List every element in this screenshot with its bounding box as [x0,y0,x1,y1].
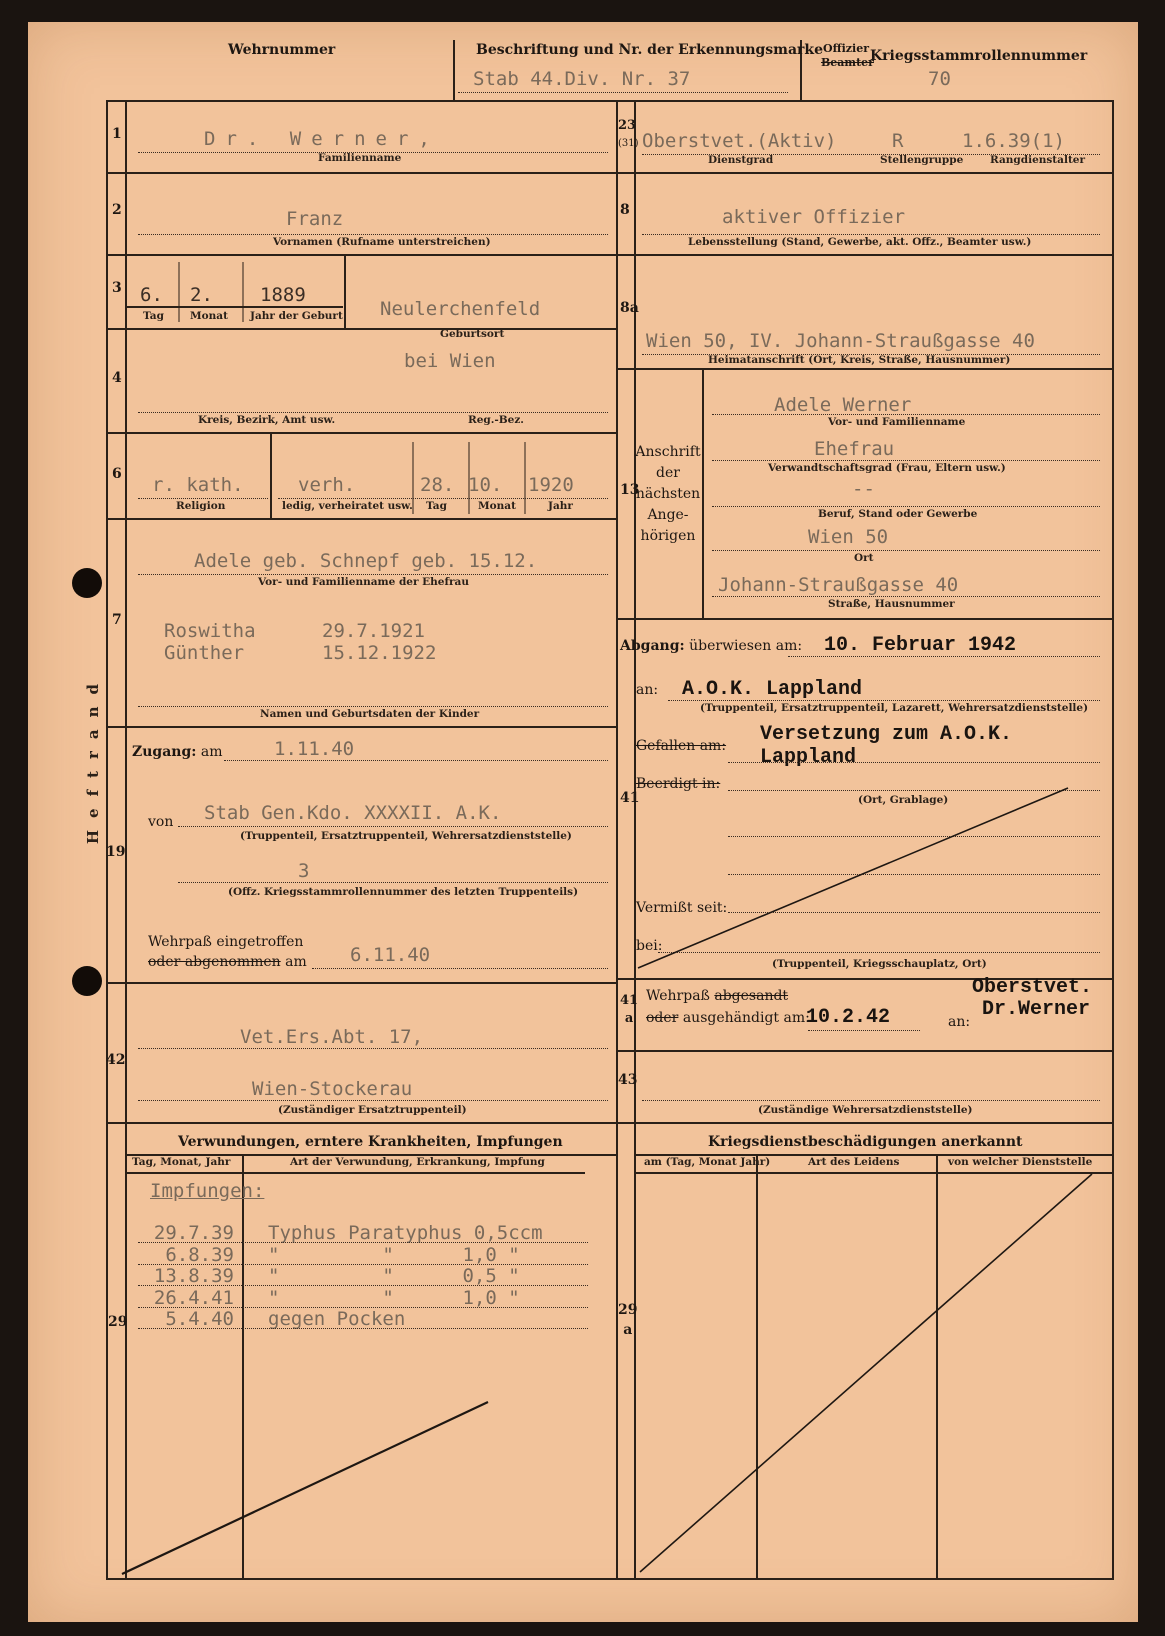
an-label: an: [636,682,659,698]
von-label: von [148,814,174,830]
verwandtschaft-label: Verwandtschaftsgrad (Frau, Eltern usw.) [768,462,1006,474]
kind-2-name: Günther [164,642,245,664]
kind-2-datum: 15.12.1922 [322,642,437,664]
dienstgrad-label: Dienstgrad [708,154,774,166]
col-art-label: Art der Verwundung, Erkrankung, Impfung [290,1156,545,1168]
header-wehrnummer-label: Wehrnummer [228,42,336,58]
heirat-tag-label: Tag [426,500,447,512]
header-erkennungsmarke-value: Stab 44.Div. Nr. 37 [473,68,691,90]
lebensstellung-label: Lebensstellung (Stand, Gewerbe, akt. Offz., Beamter usw.) [688,236,1032,248]
row-number-42: 42 [106,1052,126,1068]
header-ksr-label: Kriegsstammrollennummer [870,48,1088,64]
ehefrau-label: Vor- und Familienname der Ehefrau [258,576,469,588]
col-am-label: am (Tag, Monat Jahr) [644,1156,771,1168]
col-datum-label: Tag, Monat, Jahr [132,1156,231,1168]
religion-label: Religion [176,500,226,512]
ersatztruppenteil-line-2: Wien-Stockerau [252,1078,413,1100]
kind-1-name: Roswitha [164,620,256,642]
vermisst-label: Vermißt seit: [636,900,728,916]
an-sub-label: (Truppenteil, Ersatztruppenteil, Lazarett, Wehrersatzdienststelle) [700,702,1089,714]
wehrersatz-label: (Zuständige Wehrersatzdienststelle) [758,1104,973,1116]
wehrpass-abgesandt-label: Wehrpaß abgesandt [646,988,789,1004]
header-beamter-label: Beamter [821,56,874,69]
row-number-23: 23 [618,118,637,133]
lebensstellung-value: aktiver Offizier [722,206,906,228]
grablage-label: (Ort, Grablage) [858,794,949,806]
stellengruppe-value: R [892,130,904,152]
rangdienstalter-label: Rangdienstalter [990,154,1086,166]
ersatztruppenteil-line-1: Vet.Ers.Abt. 17, [240,1026,424,1048]
ort-value: Wien 50 [808,526,889,548]
gefallen-label: Gefallen am: [636,738,727,754]
row-number-1: 1 [112,126,122,142]
birth-month-value: 2. [190,284,213,306]
strasse-label: Straße, Hausnummer [828,598,955,610]
heirat-tag-value: 28. [420,474,455,496]
bei-label: bei: [636,938,663,954]
col-leiden-label: Art des Leidens [808,1156,900,1168]
wehrpass-eingetroffen-label: Wehrpaß eingetroffen [148,934,304,950]
row-number-13: 13 [620,482,640,498]
zugang-label: Zugang: am [132,744,223,760]
familienstand-label: ledig, verheiratet usw. [282,500,413,512]
familienstand-value: verh. [298,474,356,496]
impfung-datum: 5.4.40 [165,1308,234,1330]
impfung-datum: 29.7.39 [153,1222,234,1244]
row-number-41: 41 [620,790,640,806]
verwandtschaft-value: Ehefrau [814,438,895,460]
row-number-31: (31) [618,138,639,149]
ehefrau-value: Adele geb. Schnepf geb. 15.12. [194,550,538,572]
row-number-6: 6 [112,466,122,482]
religion-value: r. kath. [152,474,244,496]
angehoeriger-name-label: Vor- und Familienname [828,416,966,428]
row-number-7: 7 [112,612,122,628]
punch-hole-bottom [72,966,102,996]
row-number-43: 43 [618,1072,638,1088]
impfung-art: gegen Pocken [268,1308,406,1330]
abgenommen-label: oder abgenommen am [148,954,307,970]
an-41a-line-1: Oberstvet. [972,976,1093,999]
impfung-datum: 26.4.41 [153,1286,234,1309]
beerdigt-label: Beerdigt in: [636,776,721,792]
kriegsdienst-heading: Kriegsdienstbeschädigungen anerkannt [708,1134,1023,1150]
familienname-label: Familienname [318,152,402,164]
impfung-datum: 6.8.39 [165,1243,234,1266]
vornamen-value: Franz [286,208,344,230]
col-dienststelle-label: von welcher Dienststelle [948,1156,1093,1168]
ausgehaendigt-datum-value: 10.2.42 [806,1006,891,1029]
birth-year-label: Jahr der Geburt [250,310,343,322]
regbez-label: Reg.-Bez. [468,414,524,426]
birth-year-value: 1889 [260,284,306,306]
row-number-19: 19 [106,844,126,860]
row-number-29a: 29 a [618,1302,638,1338]
row-number-8a: 8a [620,300,639,316]
verwundungen-heading: Verwundungen, erntere Krankheiten, Impfungen [178,1134,563,1150]
rangdienstalter-value: 1.6.39(1) [962,130,1065,152]
versetzung-line-2: Lappland [760,746,857,769]
vornamen-label: Vornamen (Rufname unterstreichen) [273,236,491,248]
geburtsort-value: Neulerchenfeld [380,298,541,320]
an-value: A.O.K. Lappland [682,678,863,701]
header-erkennungsmarke-label: Beschriftung und Nr. der Erkennungsmarke [476,42,824,58]
kinder-label: Namen und Geburtsdaten der Kinder [260,708,480,720]
heftrand-label: Heftrand [84,672,102,845]
impfung-art: " " 1,0 " [268,1286,520,1309]
an-41a-label: an: [948,1014,971,1030]
row-number-41a: 41 a [620,993,639,1026]
beruf-label: Beruf, Stand oder Gewerbe [818,508,978,520]
wehrpass-datum-value: 6.11.40 [350,944,431,966]
kreis-value: bei Wien [404,350,496,372]
geburtsort-label: Geburtsort [440,328,505,340]
bei-sub-label: (Truppenteil, Kriegsschauplatz, Ort) [772,958,987,970]
ksr-letzter-value: 3 [298,860,310,882]
impfung-datum: 13.8.39 [153,1265,234,1287]
versetzung-line-1: Versetzung zum A.O.K. [760,723,1013,746]
birth-day-label: Tag [143,310,164,322]
ausgehaendigt-label: oder ausgehändigt am: [646,1010,810,1026]
header-ksr-value: 70 [928,68,951,90]
row-number-29: 29 [108,1314,128,1330]
ersatztruppenteil-label: (Zuständiger Ersatztruppenteil) [278,1104,467,1116]
familienname-value: Dr. Werner, [204,128,440,150]
diagonal-strike-lines [28,22,1138,1622]
impfungen-heading: Impfungen: [150,1180,265,1202]
heirat-monat-value: 10. [468,474,503,496]
beruf-value: -- [852,478,875,500]
strasse-value: Johann-Straußgasse 40 [718,574,959,596]
heirat-jahr-label: Jahr [548,500,573,512]
row-number-2: 2 [112,202,122,218]
row-number-4: 4 [112,370,122,386]
birth-day-value: 6. [140,284,163,306]
abgang-datum-value: 10. Februar 1942 [824,634,1017,657]
an-41a-line-2: Dr.Werner [982,998,1091,1021]
dienstgrad-value: Oberstvet.(Aktiv) [642,130,837,152]
punch-hole-top [72,568,102,598]
impfung-art: Typhus Paratyphus 0,5ccm [268,1222,543,1244]
stellengruppe-label: Stellengruppe [880,154,964,166]
row-number-3: 3 [112,280,122,296]
ort-label: Ort [854,552,874,564]
von-value: Stab Gen.Kdo. XXXXII. A.K. [204,802,502,824]
document-sheet [28,22,1138,1622]
heirat-jahr-value: 1920 [528,474,574,496]
header-offizier-label: Offizier [823,42,870,55]
heirat-monat-label: Monat [478,500,516,512]
angehoeriger-name-value: Adele Werner [774,394,912,416]
anschrift-angehoerigen-label: Anschrift der nächsten Ange-hörigen [635,444,701,544]
kind-1-datum: 29.7.1921 [322,620,425,642]
row-number-8: 8 [620,202,630,218]
abgang-label: Abgang: überwiesen am: [620,638,803,654]
impfung-art: " " 1,0 " [268,1243,520,1266]
birth-month-label: Monat [190,310,228,322]
ksr-letzter-label: (Offz. Kriegsstammrollennummer des letzten Truppenteils) [228,886,579,898]
von-sub-label: (Truppenteil, Ersatztruppenteil, Wehrersatzdienststelle) [240,830,572,842]
heimatanschrift-value: Wien 50, IV. Johann-Straußgasse 40 [646,330,1035,352]
heimatanschrift-label: Heimatanschrift (Ort, Kreis, Straße, Hausnummer) [708,354,1011,366]
impfung-art: " " 0,5 " [268,1265,520,1287]
zugang-datum-value: 1.11.40 [274,738,355,760]
kreis-label: Kreis, Bezirk, Amt usw. [198,414,336,426]
